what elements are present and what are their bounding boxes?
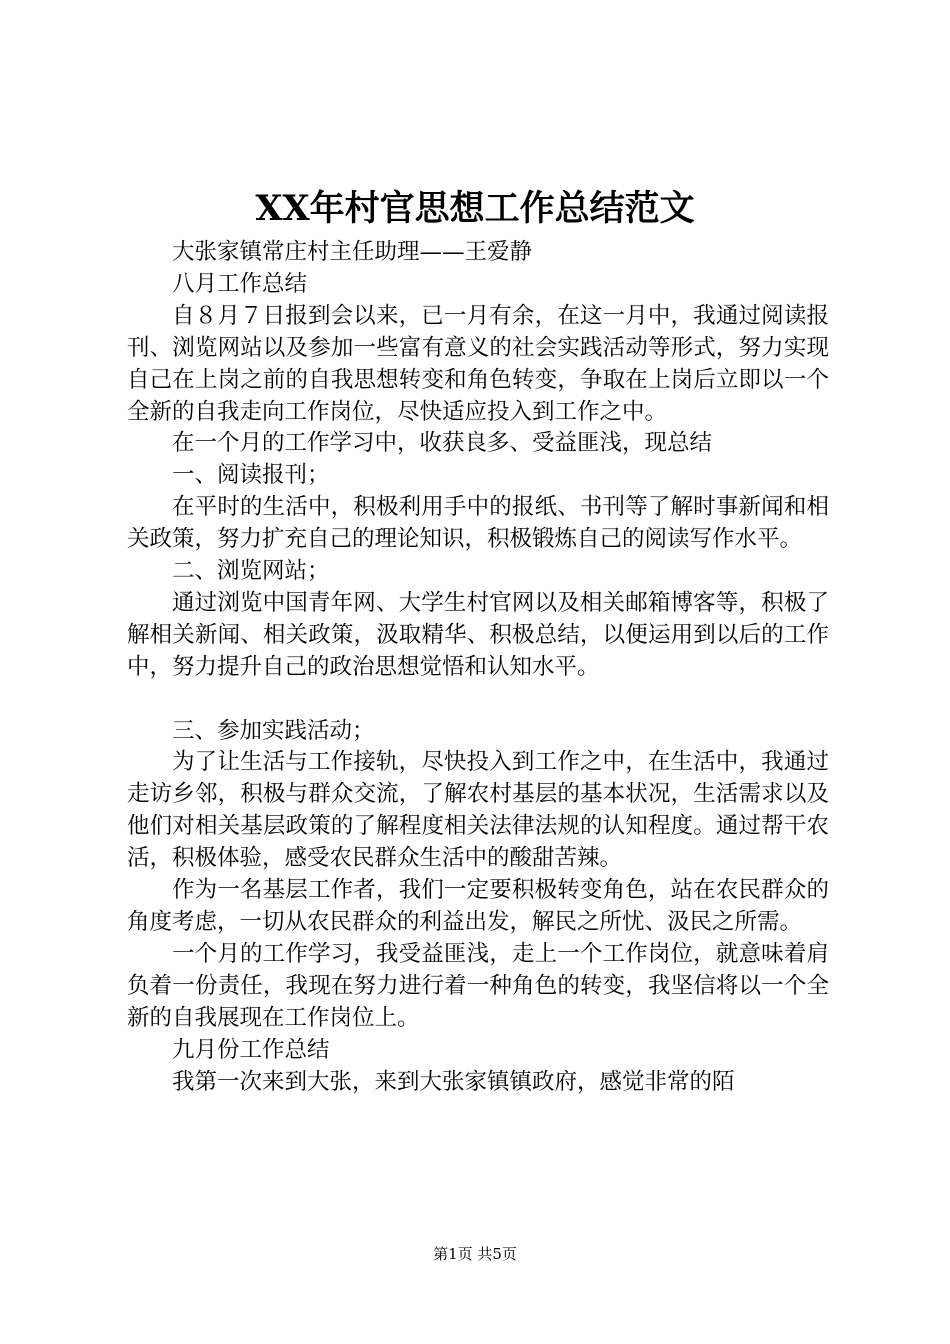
document-body xyxy=(127,237,829,1098)
paragraph-browsing: 通过浏览中国青年网、大学生村官网以及相关邮箱博客等，积极了解相关新闻、相关政策，汲取精华、积极总结，以便运用到以后的工作中，努力提升自己的政治思想觉悟和认知水平。 xyxy=(127,589,829,680)
document-title: XX年村官思想工作总结范文 xyxy=(255,188,695,229)
paragraph-reflection: 一个月的工作学习，我受益匪浅，走上一个工作岗位，就意味着肩负着一份责任，我现在努力进行着一种角色的转变，我坚信将以一个全新的自我展现在工作岗位上。 xyxy=(127,940,829,1031)
paragraph-role: 作为一名基层工作者，我们一定要积极转变角色，站在农民群众的角度考虑，一切从农民群众的利益出发，解民之所忧、汲民之所需。 xyxy=(127,877,829,936)
paragraph-september-start: 我第一次来到大张，来到大张家镇镇政府，感觉非常的陌 xyxy=(172,1068,735,1095)
subheading-reading: 一、阅读报刊； xyxy=(172,462,330,489)
subheading-practice: 三、参加实践活动； xyxy=(172,717,375,744)
paragraph-reading: 在平时的生活中，积极利用手中的报纸、书刊等了解时事新闻和相关政策，努力扩充自己的理论知识，积极锻炼自己的阅读写作水平。 xyxy=(127,494,829,553)
subheading-browsing: 二、浏览网站； xyxy=(172,558,330,585)
page-number: 第1页 共5页 xyxy=(433,1245,517,1263)
author-line: 大张家镇常庄村主任助理——王爱静 xyxy=(172,239,533,265)
paragraph-intro: 自８月７日报到会以来，已一月有余，在这一月中，我通过阅读报刊、浏览网站以及参加一些富有意义的社会实践活动等形式，努力实现自己在上岗之前的自我思想转变和角色转变，争取在上岗后立即以一个全新的自我走向工作岗位，尽快适应投入到工作之中。 xyxy=(127,302,829,425)
section-heading-september: 九月份工作总结 xyxy=(172,1036,330,1063)
paragraph-practice: 为了让生活与工作接轨，尽快投入到工作之中，在生活中，我通过走访乡邻，积极与群众交流，了解农村基层的基本状况，生活需求以及他们对相关基层政策的了解程度相关法律法规的认知程度。通过帮干农活，积极体验，感受农民群众生活中的酸甜苦辣。 xyxy=(127,749,829,872)
paragraph-summary-lead: 在一个月的工作学习中，收获良多、受益匪浅，现总结 xyxy=(172,430,713,457)
section-heading-august: 八月工作总结 xyxy=(172,270,308,297)
